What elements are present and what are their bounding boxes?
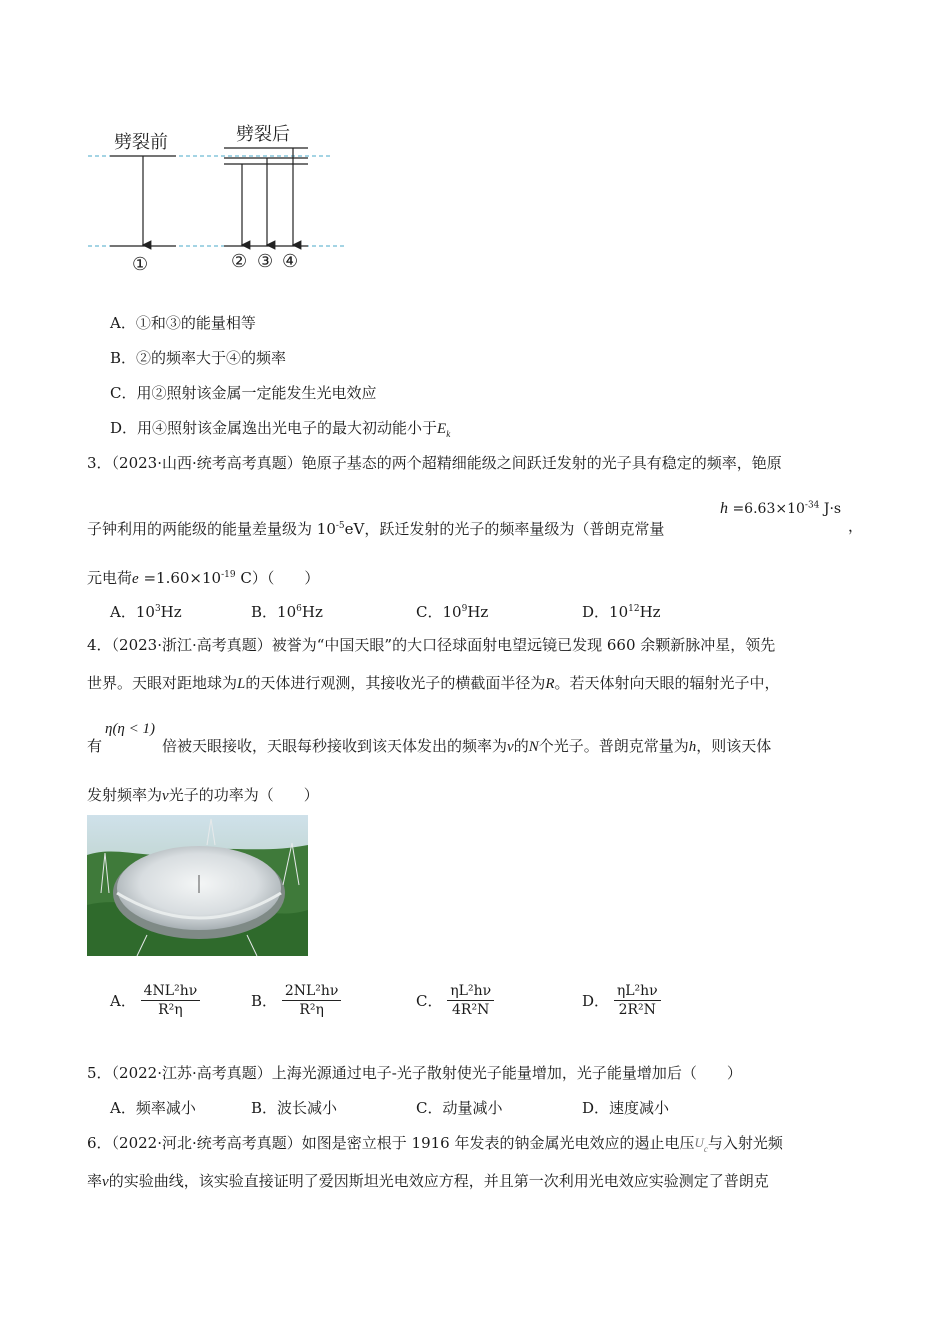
q5-option-c: C．动量减小 xyxy=(416,1099,503,1117)
q4-option-b: B． $\frac{\text{2NL²hν}}{\text{R²η}}$ xyxy=(251,982,341,1019)
q4-option-d-fraction: $\frac{\text{ηL²hν}}{\text{2R²N}}$ xyxy=(614,982,661,1019)
q2-option-a: A．①和③的能量相等 xyxy=(110,314,256,332)
q2-option-c: C．用②照射该金属一定能发生光电效应 xyxy=(110,384,377,402)
mark-4: ④ xyxy=(282,251,299,272)
label-before-splitting: 劈裂前 xyxy=(114,132,168,152)
q5-option-a: A．频率减小 xyxy=(110,1099,196,1117)
q4-option-a-fraction: $\frac{\text{4NL²hν}}{\text{R²η}}$ xyxy=(141,982,201,1019)
q4-line-1: 4．（2023·浙江·高考真题）被誉为“中国天眼”的大口径球面射电望远镜已发现 660 余颗新脉冲星，领先 xyxy=(87,636,776,654)
q3-option-d: D．$10^{12}Hz$ xyxy=(582,603,661,621)
mark-3: ③ xyxy=(257,251,274,272)
fast-telescope-photo xyxy=(87,815,308,956)
q4-line-2: 世界。天眼对距地球为L的天体进行观测，其接收光子的横截面半径为R。若天体射向天眼的辐射光子中， xyxy=(87,674,780,692)
q3-line-3: 元电荷$e =1.60\times 10^{-19}$ C）（ ） xyxy=(87,569,320,587)
q6-line-1: 6．（2022·河北·统考高考真题）如图是密立根于 1916 年发表的钠金属光电效应的遏止电压$U_c$与入射光频 xyxy=(87,1134,783,1154)
q6-line-2: 率ν的实验曲线，该实验直接证明了爱因斯坦光电效应方程，并且第一次利用光电效应实验测定了普朗克 xyxy=(87,1172,769,1190)
q3-line-1: 3．（2023·山西·统考高考真题）铯原子基态的两个超精细能级之间跃迁发射的光子具有稳定的频率，铯原 xyxy=(87,454,782,472)
q4-line-4: 发射频率为ν光子的功率为（ ） xyxy=(87,786,319,804)
q3-option-a: A．$10^3Hz$ xyxy=(110,603,182,621)
q3-line-2: 子钟利用的两能级的能量差量级为 $10^{-5}eV$，跃迁发射的光子的频率量级为（普朗克常量 xyxy=(87,520,665,538)
mark-2: ② xyxy=(231,251,248,272)
q4-option-a: A． $\frac{\text{4NL²hν}}{\text{R²η}}$ xyxy=(110,982,200,1019)
energy-level-diagram xyxy=(86,118,348,278)
q2-option-d: D．用④照射该金属逸出光电子的最大初动能小于$E_k$ xyxy=(110,419,451,439)
eta-expression: η(η < 1) xyxy=(105,721,155,737)
q4-line-3: 倍被天眼接收，天眼每秒接收到该天体发出的频率为ν的N个光子。普朗克常量为h，则该天体 xyxy=(162,737,772,755)
q4-option-d: D． $\frac{\text{ηL²hν}}{\text{2R²N}}$ xyxy=(582,982,661,1019)
q5-option-d: D．速度减小 xyxy=(582,1099,670,1117)
q4-option-c: C． $\frac{\text{ηL²hν}}{\text{4R²N}}$ xyxy=(416,982,494,1019)
q4-line-3a: 有 xyxy=(87,737,103,755)
q4-option-c-fraction: $\frac{\text{ηL²hν}}{\text{4R²N}}$ xyxy=(447,982,494,1019)
q5-line-1: 5．（2022·江苏·高考真题）上海光源通过电子-光子散射使光子能量增加，光子能量增加后（ ） xyxy=(87,1064,742,1082)
q2-option-b: B．②的频率大于④的频率 xyxy=(110,349,287,367)
q3-option-b: B．$10^6Hz$ xyxy=(251,603,323,621)
mark-1: ① xyxy=(132,254,149,275)
q5-option-b: B．波长减小 xyxy=(251,1099,338,1117)
label-after-splitting: 劈裂后 xyxy=(236,124,290,144)
planck-constant: $h =6.63\times 10^{-34}$ J·s xyxy=(720,500,842,517)
q4-option-b-fraction: $\frac{\text{2NL²hν}}{\text{R²η}}$ xyxy=(282,982,342,1019)
q3-comma: ， xyxy=(848,517,864,535)
q3-option-c: C．$10^9Hz$ xyxy=(416,603,489,621)
ek-symbol: E xyxy=(437,421,447,437)
